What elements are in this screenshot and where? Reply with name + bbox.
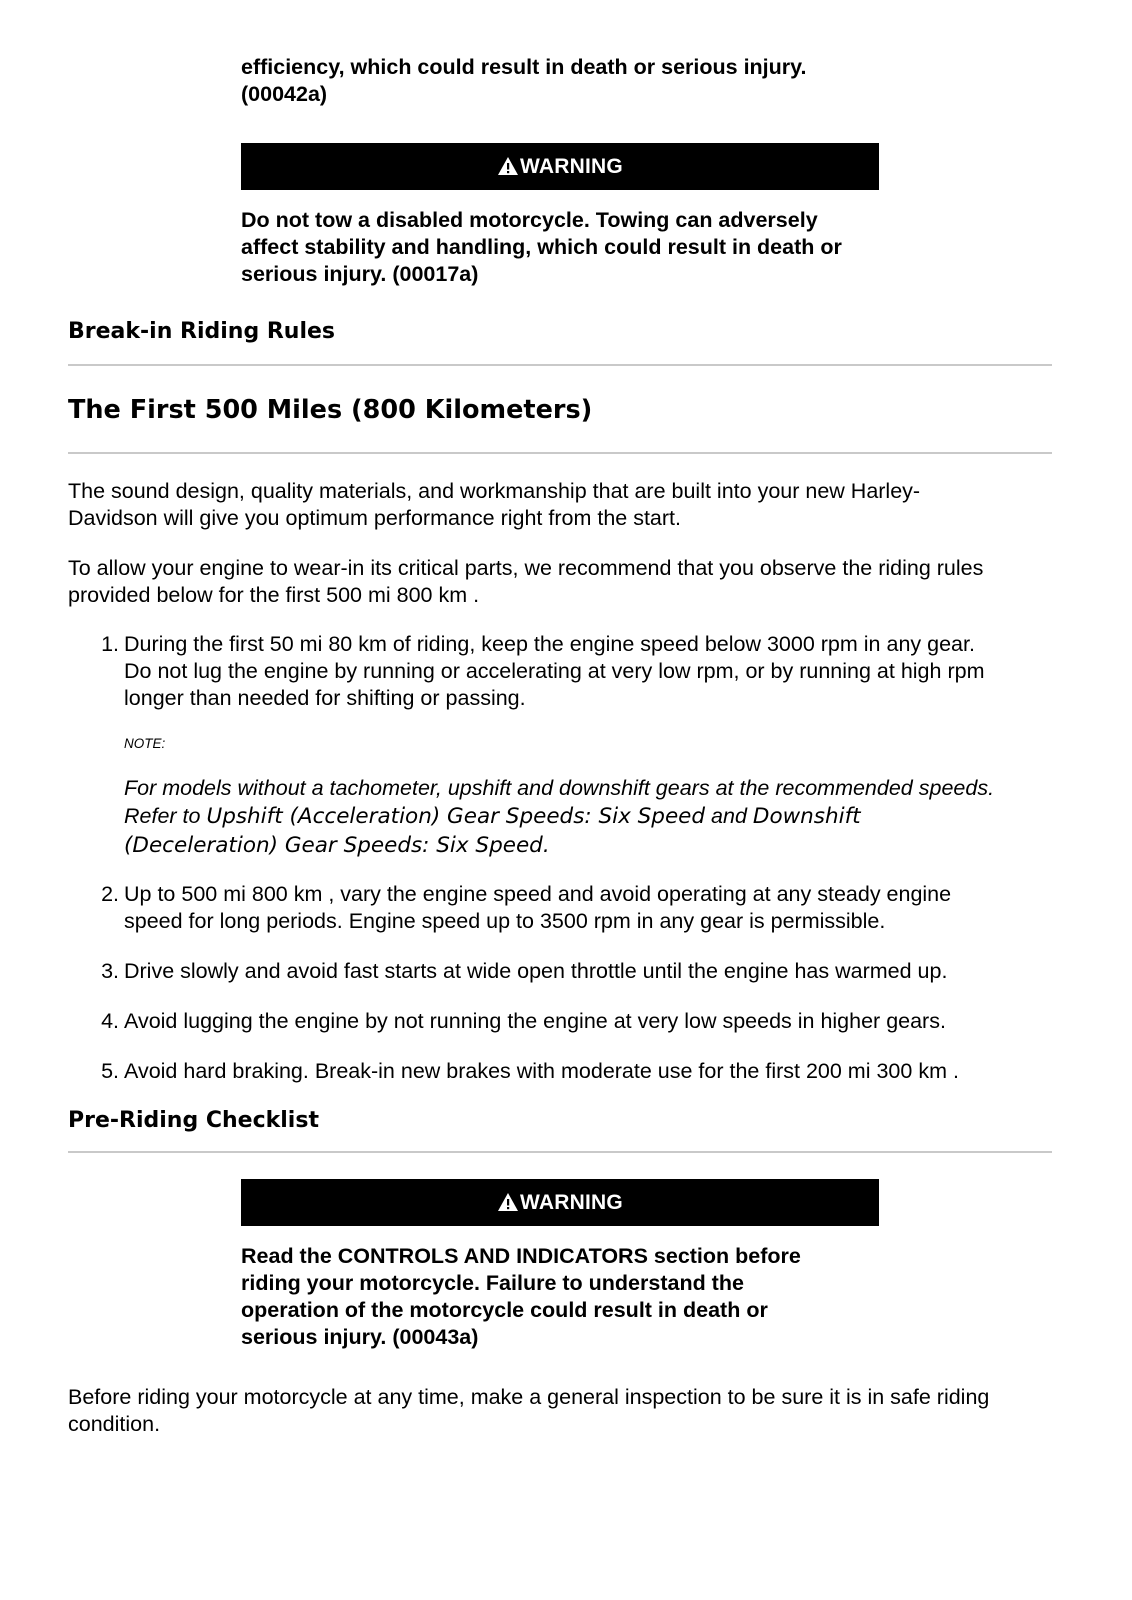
section-heading-checklist: Pre-Riding Checklist [68, 1108, 319, 1133]
warning-triangle-icon [497, 156, 519, 176]
warning-triangle-icon [497, 1192, 519, 1212]
list-item-number: 2. [101, 882, 119, 906]
divider [68, 452, 1052, 454]
note-text: For models without a tachometer, upshift and downshift gears at the recommended speeds. Refer to Upshift (Acceleration) Gear Speeds: Six Speed and Downshift (Deceleration) Gear Speeds: Six Speed. [124, 776, 995, 858]
inspection-paragraph: Before riding your motorcycle at any time, make a general inspection to be sure it is in safe riding condition. [68, 1385, 990, 1436]
section-heading-breakin: Break-in Riding Rules [68, 319, 336, 344]
warning-continued-text: efficiency, which could result in death or serious injury. (00042a) [241, 55, 807, 106]
list-item-number: 4. [101, 1009, 119, 1033]
list-item-number: 5. [101, 1059, 119, 1083]
list-item: Up to 500 mi 800 km , vary the engine speed and avoid operating at any steady engine speed for long periods. Engine speed up to 3500 rpm in any gear is permissible. [124, 882, 952, 933]
recommend-paragraph: To allow your engine to wear-in its critical parts, we recommend that you observe the riding rules provided below for the first 500 mi 800 km . [68, 556, 984, 607]
list-item: Avoid hard braking. Break-in new brakes with moderate use for the first 200 mi 300 km . [124, 1059, 959, 1083]
list-item: During the first 50 mi 80 km of riding, keep the engine speed below 3000 rpm in any gear. Do not lug the engine by running or accelerating at very low rpm, or by running at high rpm longer than needed for shifting or passing. [124, 632, 985, 710]
page-title: The First 500 Miles (800 Kilometers) [68, 395, 593, 425]
warning-banner [241, 143, 879, 190]
link-downshift-gear-speeds-cont[interactable]: (Deceleration) Gear Speeds: Six Speed [124, 833, 543, 858]
list-item: Avoid lugging the engine by not running the engine at very low speeds in higher gears. [124, 1009, 946, 1033]
list-item-number: 3. [101, 959, 119, 983]
link-downshift-gear-speeds[interactable]: Downshift [752, 804, 861, 829]
warning-banner [241, 1179, 879, 1226]
warning-label: WARNING [520, 1190, 623, 1214]
link-upshift-gear-speeds[interactable]: Upshift (Acceleration) Gear Speeds: Six Speed [206, 804, 706, 829]
controls-warning-text: Read the CONTROLS AND INDICATORS section before riding your motorcycle. Failure to understand the operation of the motorcycle could result in death or serious injury. (00043a) [241, 1244, 801, 1349]
note-label: NOTE: [124, 736, 166, 751]
tow-warning-text: Do not tow a disabled motorcycle. Towing can adversely affect stability and handling, which could result in death or serious injury. (00017a) [241, 208, 842, 286]
warning-label: WARNING [520, 154, 623, 178]
divider [68, 1151, 1052, 1153]
divider [68, 364, 1052, 366]
intro-paragraph: The sound design, quality materials, and workmanship that are built into your new Harley- Davidson will give you optimum performance right from the start. [68, 479, 921, 530]
list-item: Drive slowly and avoid fast starts at wide open throttle until the engine has warmed up. [124, 959, 948, 983]
list-item-number: 1. [101, 632, 119, 656]
